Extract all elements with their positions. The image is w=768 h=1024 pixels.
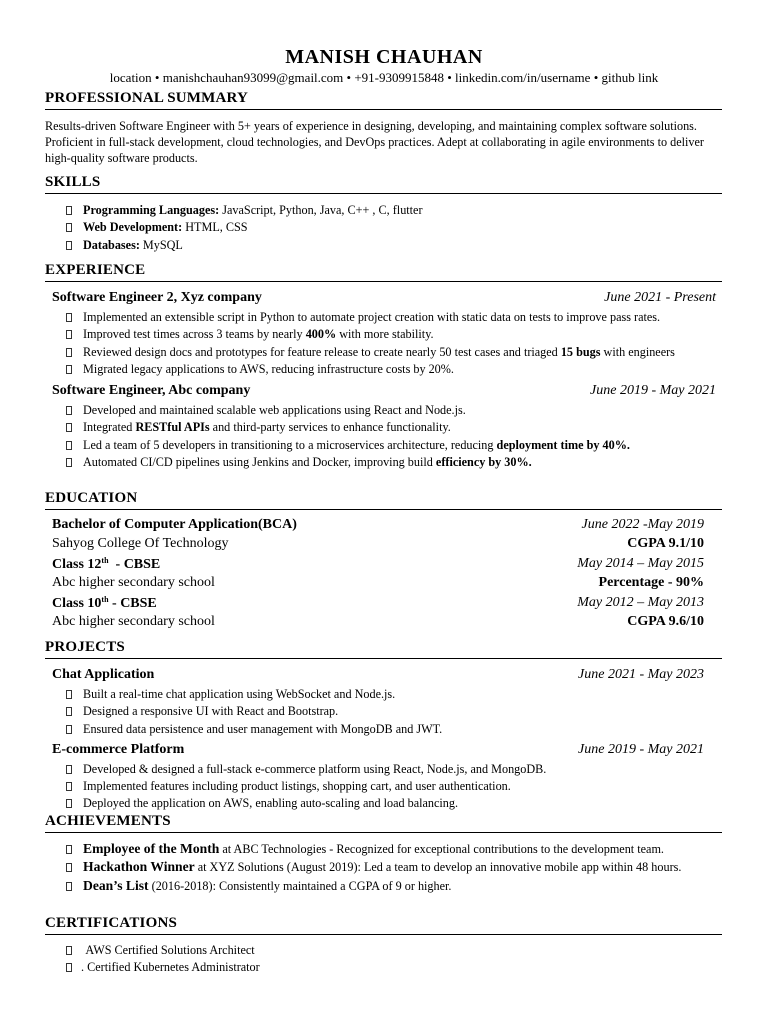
section-heading-skills: SKILLS: [45, 174, 722, 194]
achievements-section: [45, 813, 722, 895]
school-name: Sahyog College Of Technology: [52, 536, 229, 551]
achievement-item: Dean’s List (2016-2018): Consistently maintained a CGPA of 9 or higher.: [45, 877, 722, 895]
checkbox-bullet-icon: [66, 725, 72, 734]
project-bullet: Designed a responsive UI with React and Bootstrap.: [45, 703, 722, 720]
summary-text: Results-driven Software Engineer with 5+ years of experience in designing, developing, and maintaining complex software solutions. Proficient in full-stack development, cloud technologies, and DevOps practices. Adept at collaborating in agile environments to deliver high-quality software products.: [45, 119, 704, 165]
checkbox-bullet-icon: [66, 223, 72, 232]
degree-title: Class 10th - CBSE: [52, 595, 157, 611]
school-name: Abc higher secondary school: [52, 575, 215, 590]
education-dates: May 2012 – May 2013: [577, 595, 704, 610]
section-heading-achievements: ACHIEVEMENTS: [45, 813, 722, 833]
checkbox-bullet-icon: [66, 313, 72, 322]
section-heading-projects: PROJECTS: [45, 639, 722, 659]
achievement-item: Hackathon Winner at XYZ Solutions (August 2019): Led a team to develop an innovative mobile app within 48 hours.: [45, 858, 722, 876]
degree-title: Class 12th - CBSE: [52, 556, 161, 572]
job-dates: June 2019 - May 2021: [590, 383, 716, 399]
project-dates: June 2019 - May 2021: [578, 741, 704, 757]
project-bullet: Built a real-time chat application using WebSocket and Node.js.: [45, 686, 722, 703]
project-bullet: Ensured data persistence and user management with MongoDB and JWT.: [45, 721, 722, 738]
job-bullet: Improved test times across 3 teams by nearly 400% with more stability.: [45, 326, 722, 343]
education-section: [45, 490, 722, 633]
checkbox-bullet-icon: [66, 441, 72, 450]
education-entry: [45, 517, 722, 555]
checkbox-bullet-icon: [66, 365, 72, 374]
skills-section: [45, 174, 722, 254]
checkbox-bullet-icon: [66, 845, 72, 854]
section-heading-education: EDUCATION: [45, 490, 722, 510]
project-bullet: Deployed the application on AWS, enabling auto-scaling and load balancing.: [45, 795, 722, 812]
education-score: CGPA 9.1/10: [627, 536, 704, 551]
checkbox-bullet-icon: [66, 707, 72, 716]
section-heading-experience: EXPERIENCE: [45, 262, 722, 282]
checkbox-bullet-icon: [66, 690, 72, 699]
summary-section: [45, 90, 722, 166]
checkbox-bullet-icon: [66, 782, 72, 791]
checkbox-bullet-icon: [66, 206, 72, 215]
experience-section: [45, 262, 722, 471]
education-score: CGPA 9.6/10: [627, 614, 704, 629]
achievement-item: Employee of the Month at ABC Technologies - Recognized for exceptional contributions to the development team.: [45, 840, 722, 858]
school-name: Abc higher secondary school: [52, 614, 215, 629]
education-entry: [45, 595, 722, 633]
project-title: E-commerce Platform: [52, 741, 185, 757]
project-bullet: Developed & designed a full-stack e-commerce platform using React, Node.js, and MongoDB.: [45, 761, 722, 778]
project-dates: June 2021 - May 2023: [578, 667, 704, 682]
checkbox-bullet-icon: [66, 765, 72, 774]
job-bullet: Migrated legacy applications to AWS, reducing infrastructure costs by 20%.: [45, 361, 722, 378]
job-bullet: Led a team of 5 developers in transitioning to a microservices architecture, reducing deployment time by 40%.: [45, 437, 722, 454]
education-entry: [45, 556, 722, 594]
checkbox-bullet-icon: [66, 423, 72, 432]
certification-item: AWS Certified Solutions Architect: [45, 942, 722, 959]
job-bullet: Automated CI/CD pipelines using Jenkins and Docker, improving build efficiency by 30%.: [45, 454, 722, 471]
checkbox-bullet-icon: [66, 406, 72, 415]
checkbox-bullet-icon: [66, 348, 72, 357]
job-dates: June 2021 - Present: [604, 290, 716, 305]
section-heading-certifications: CERTIFICATIONS: [45, 915, 722, 935]
education-dates: May 2014 – May 2015: [577, 556, 704, 571]
job-bullet: Implemented an extensible script in Python to automate project creation with static data on tests to improve pass rates.: [45, 309, 722, 326]
checkbox-bullet-icon: [66, 882, 72, 891]
checkbox-bullet-icon: [66, 963, 72, 972]
project-entry: [45, 667, 722, 738]
job-bullet: Reviewed design docs and prototypes for feature release to create nearly 50 test cases and triaged 15 bugs with engineers: [45, 344, 722, 361]
contact-line: location • manishchauhan93099@gmail.com • +91-9309915848 • linkedin.com/in/username • github link: [109, 70, 659, 85]
job-bullet: Integrated RESTful APIs and third-party services to enhance functionality.: [45, 419, 722, 436]
education-dates: June 2022 -May 2019: [581, 517, 704, 532]
education-score: Percentage - 90%: [598, 575, 704, 590]
job-title: Software Engineer, Abc company: [52, 383, 251, 399]
checkbox-bullet-icon: [66, 241, 72, 250]
skill-item: Web Development: HTML, CSS: [45, 219, 722, 236]
checkbox-bullet-icon: [66, 863, 72, 872]
skill-item: Databases: MySQL: [45, 237, 722, 254]
projects-section: [45, 639, 722, 813]
degree-title: Bachelor of Computer Application(BCA): [52, 517, 297, 532]
skill-item: Programming Languages: JavaScript, Python, Java, C++ , C, flutter: [45, 202, 722, 219]
certification-item: . Certified Kubernetes Administrator: [45, 959, 722, 976]
job-bullet: Developed and maintained scalable web applications using React and Node.js.: [45, 402, 722, 419]
checkbox-bullet-icon: [66, 946, 72, 955]
section-heading-summary: PROFESSIONAL SUMMARY: [45, 90, 722, 110]
checkbox-bullet-icon: [66, 799, 72, 808]
checkbox-bullet-icon: [66, 330, 72, 339]
project-entry: [45, 742, 722, 813]
candidate-name: MANISH CHAUHAN: [285, 46, 483, 68]
certifications-section: [45, 915, 722, 977]
job-title: Software Engineer 2, Xyz company: [52, 290, 262, 305]
project-title: Chat Application: [52, 667, 155, 682]
job-entry: [45, 383, 722, 471]
project-bullet: Implemented features including product listings, shopping cart, and user authentication.: [45, 778, 722, 795]
checkbox-bullet-icon: [66, 458, 72, 467]
job-entry: [45, 290, 722, 378]
